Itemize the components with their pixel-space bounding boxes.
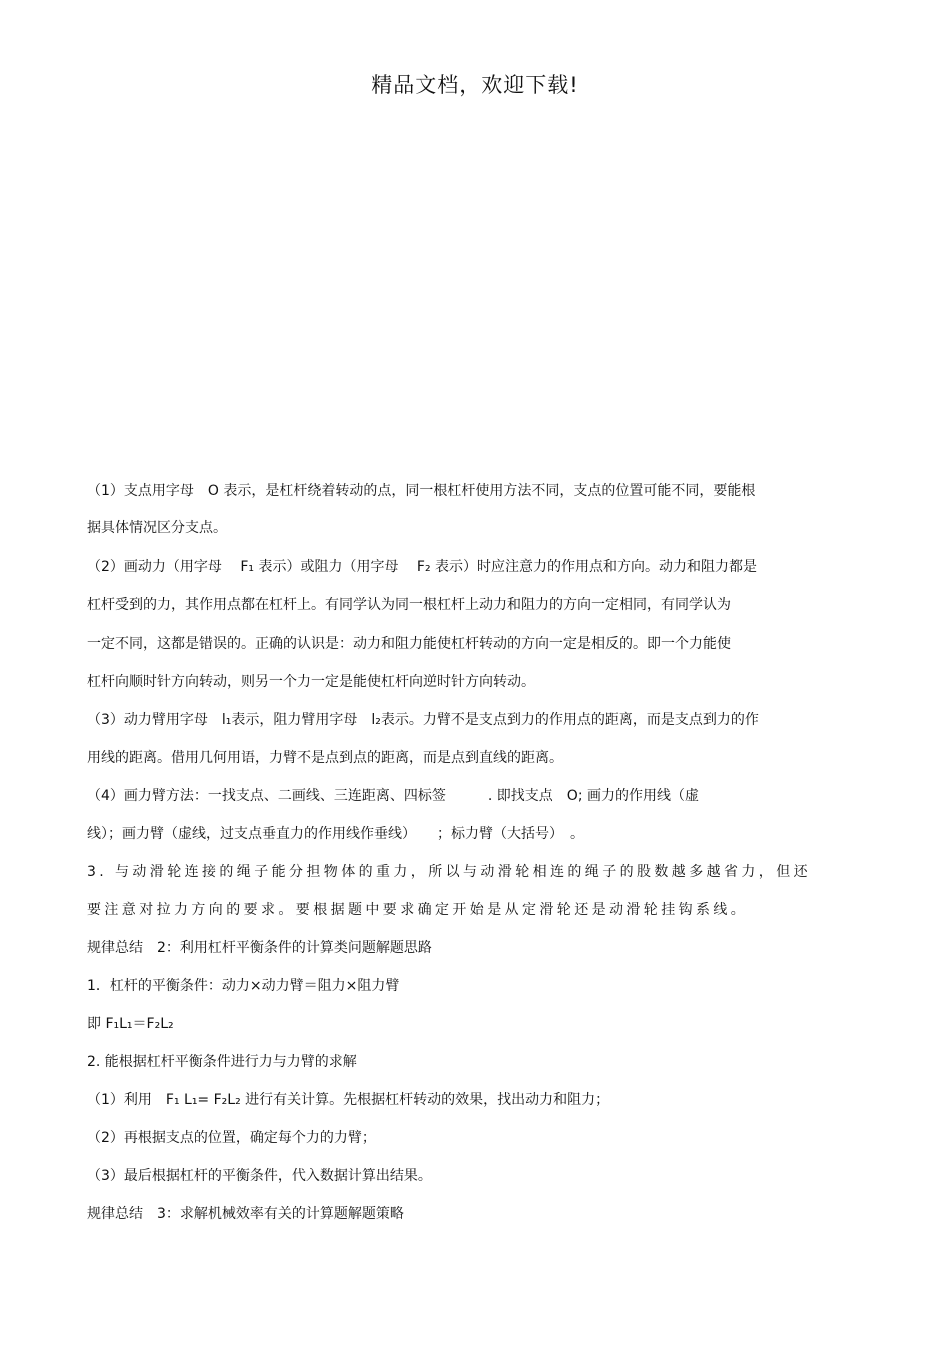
- text-line: （3）动力臂用字母 l₁表示，阻力臂用字母 l₂表示。力臂不是支点到力的作用点的距离，而是支点到力的作: [87, 712, 759, 728]
- text-line: 据具体情况区分支点。: [87, 520, 227, 536]
- formula-line: 即 F₁L₁＝F₂L₂: [87, 1016, 174, 1032]
- text-line: （4）画力臂方法：一找支点、二画线、三连距离、四标签 . 即找支点 O; 画力的作用线（虚: [87, 788, 699, 804]
- text-line: （3）最后根据杠杆的平衡条件，代入数据计算出结果。: [87, 1168, 432, 1184]
- text-line: （1）支点用字母 O 表示，是杠杆绕着转动的点，同一根杠杆使用方法不同，支点的位置可能不同，要能根: [87, 483, 756, 499]
- text-line: 2. 能根据杠杆平衡条件进行力与力臂的求解: [87, 1054, 357, 1070]
- text-line: 1．杠杆的平衡条件：动力×动力臂＝阻力×阻力臂: [87, 978, 400, 994]
- text-line: 用线的距离。借用几何用语，力臂不是点到点的距离，而是点到直线的距离。: [87, 750, 563, 766]
- text-line: 杠杆向顺时针方向转动，则另一个力一定是能使杠杆向逆时针方向转动。: [87, 674, 535, 690]
- section-heading: 规律总结 3：求解机械效率有关的计算题解题策略: [87, 1206, 404, 1222]
- text-line: 要注意对拉力方向的要求。要根据题中要求确定开始是从定滑轮还是动滑轮挂钩系线。: [87, 902, 749, 918]
- page-header-title: 精品文档，欢迎下载!: [371, 73, 579, 97]
- text-line: （2）再根据支点的位置，确定每个力的力臂；: [87, 1130, 376, 1146]
- text-line: 一定不同，这都是错误的。正确的认识是：动力和阻力能使杠杆转动的方向一定是相反的。即一个力能使: [87, 636, 731, 652]
- text-line: 线）；画力臂（虚线，过支点垂直力的作用线作垂线） ；标力臂（大括号） 。: [87, 826, 584, 842]
- section-heading: 规律总结 2：利用杠杆平衡条件的计算类问题解题思路: [87, 940, 432, 956]
- text-line: （2）画动力（用字母 F₁ 表示）或阻力（用字母 F₂ 表示）时应注意力的作用点和方向。动力和阻力都是: [87, 559, 758, 575]
- text-line: 3. 与动滑轮连接的绳子能分担物体的重力，所以与动滑轮相连的绳子的股数越多越省力，但还: [87, 864, 812, 880]
- text-line: 杠杆受到的力，其作用点都在杠杆上。有同学认为同一根杠杆上动力和阻力的方向一定相同，有同学认为: [87, 597, 731, 613]
- text-line: （1）利用 F₁ L₁= F₂L₂ 进行有关计算。先根据杠杆转动的效果，找出动力和阻力；: [87, 1092, 610, 1108]
